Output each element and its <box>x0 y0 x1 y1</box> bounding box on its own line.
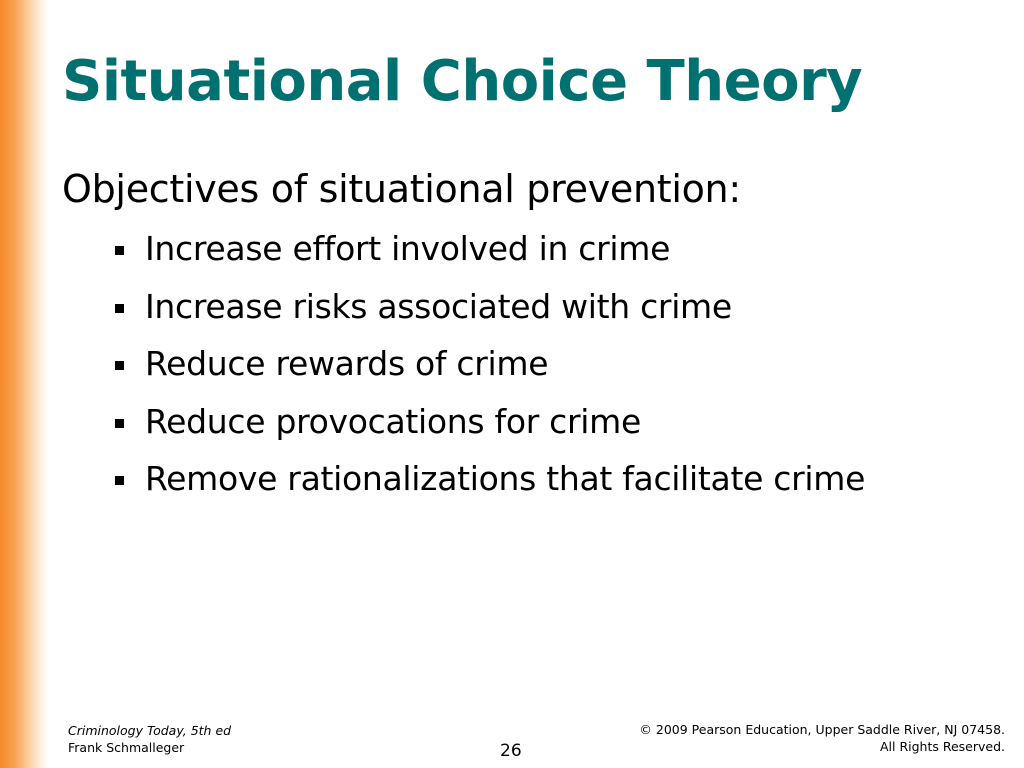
footer-copyright <box>639 721 1005 755</box>
rights-text: All Rights Reserved. <box>879 739 1005 754</box>
bullet-list <box>112 224 865 512</box>
bullet-text: Increase risks associated with crime <box>145 286 732 326</box>
bullet-text: Increase effort involved in crime <box>145 229 671 268</box>
bullet-item <box>112 224 865 282</box>
slide-subtitle: Objectives of situational prevention: <box>62 167 741 211</box>
square-bullet-icon <box>115 361 124 370</box>
square-bullet-icon <box>115 419 124 428</box>
slide-title: Situational Choice Theory <box>62 49 863 114</box>
bullet-item <box>112 339 865 397</box>
decorative-side-bar <box>0 0 48 768</box>
bullet-text: Reduce rewards of crime <box>145 344 549 383</box>
footer-author: Frank Schmalleger <box>68 740 185 755</box>
square-bullet-icon <box>115 246 124 255</box>
bullet-text: Remove rationalizations that facilitate crime <box>145 459 866 498</box>
bullet-item <box>112 454 865 512</box>
footer-book-title: Criminology Today, 5th ed <box>68 723 232 738</box>
page-number: 26 <box>500 741 522 761</box>
bullet-item <box>112 282 865 340</box>
square-bullet-icon <box>115 304 124 313</box>
bullet-text: Reduce provocations for crime <box>145 401 642 441</box>
copyright-text: © 2009 Pearson Education, Upper Saddle River, NJ 07458. <box>639 722 1005 737</box>
square-bullet-icon <box>115 476 124 485</box>
bullet-item <box>112 397 865 455</box>
footer-book-info <box>68 722 231 756</box>
